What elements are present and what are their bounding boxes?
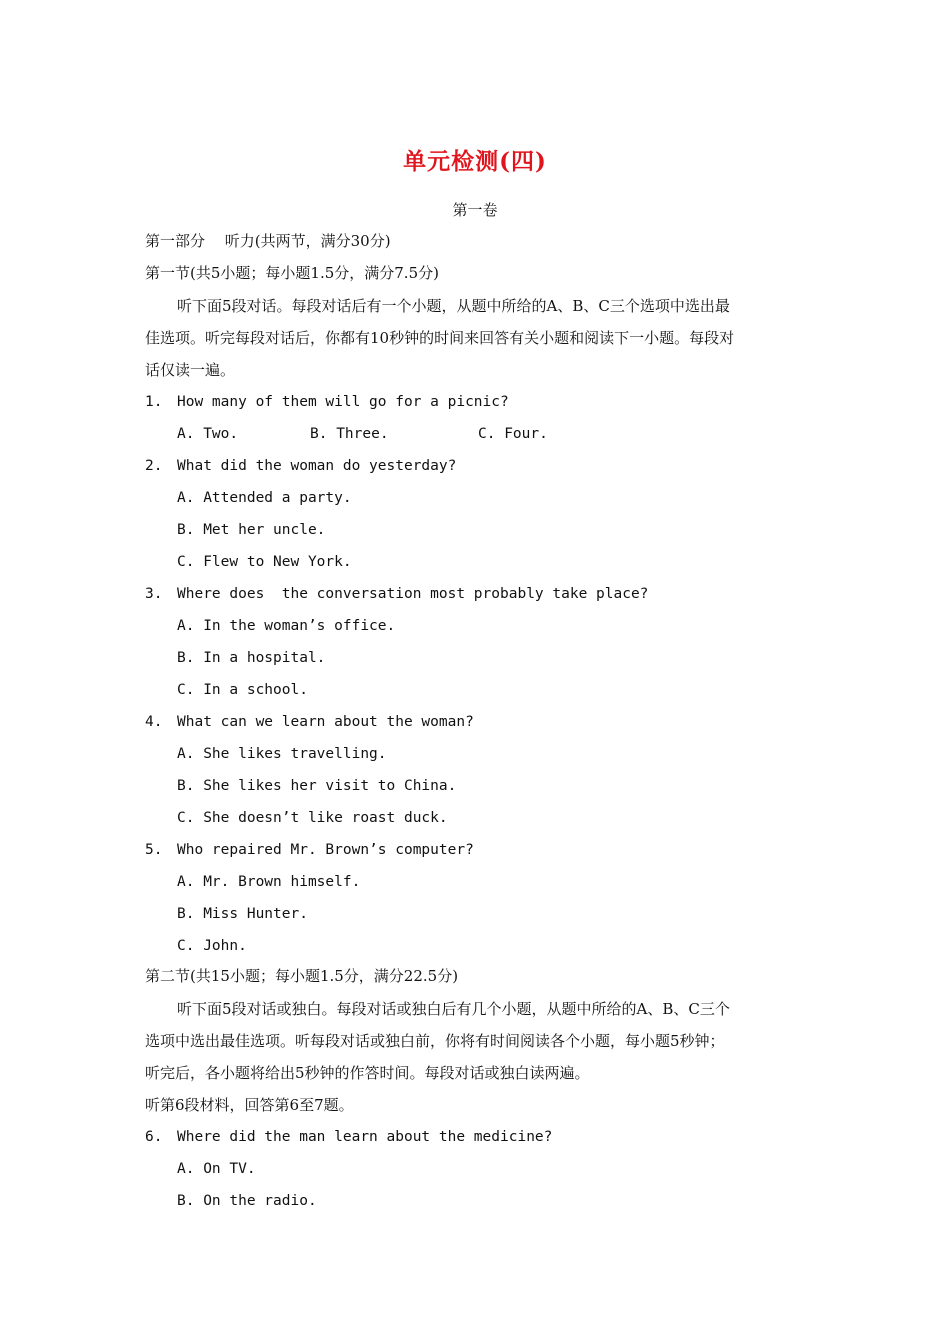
part1-heading: 第一部分 听力(共两节，满分30分) <box>145 232 391 250</box>
section2-instruction-line: 听下面5段对话或独白。每段对话或独白后有几个小题，从题中所给的A、B、C三个 <box>177 1000 730 1018</box>
page-title: 单元检测(四) <box>403 148 547 175</box>
material-note: 听第6段材料，回答第6至7题。 <box>145 1096 354 1114</box>
option: C. She doesn’t like roast duck. <box>177 810 448 826</box>
question-text: How many of them will go for a picnic? <box>177 394 509 410</box>
question-number: 5. <box>145 842 163 858</box>
option: C. John. <box>177 938 247 954</box>
volume-heading: 第一卷 <box>452 201 498 219</box>
option: B. She likes her visit to China. <box>177 778 457 794</box>
option: A. She likes travelling. <box>177 746 387 762</box>
question-number: 6. <box>145 1129 163 1145</box>
option: A. In the woman’s office. <box>177 618 396 634</box>
question-number: 2. <box>145 458 163 474</box>
question-text: What did the woman do yesterday? <box>177 458 457 474</box>
option: B. Met her uncle. <box>177 522 326 538</box>
section1-instruction-line: 话仅读一遍。 <box>145 361 236 379</box>
question-text: Where did the man learn about the medicine? <box>177 1129 553 1145</box>
option: B. Miss Hunter. <box>177 906 308 922</box>
option: A. Mr. Brown himself. <box>177 874 361 890</box>
option: A. On TV. <box>177 1161 256 1177</box>
question-number: 3. <box>145 586 163 602</box>
option: C. Four. <box>478 426 548 442</box>
option: B. In a hospital. <box>177 650 326 666</box>
question-number: 4. <box>145 714 163 730</box>
option: B. On the radio. <box>177 1193 317 1209</box>
section1-instruction-line: 听下面5段对话。每段对话后有一个小题，从题中所给的A、B、C三个选项中选出最 <box>177 297 730 315</box>
section2-instruction-line: 选项中选出最佳选项。听每段对话或独白前，你将有时间阅读各个小题，每小题5秒钟； <box>145 1032 725 1050</box>
question-number: 1. <box>145 394 163 410</box>
option: C. In a school. <box>177 682 308 698</box>
section2-instruction-line: 听完后，各小题将给出5秒钟的作答时间。每段对话或独白读两遍。 <box>145 1064 590 1082</box>
section1-instruction-line: 佳选项。听完每段对话后，你都有10秒钟的时间来回答有关小题和阅读下一小题。每段对 <box>145 329 735 347</box>
section1-heading: 第一节(共5小题；每小题1.5分，满分7.5分) <box>145 264 439 282</box>
question-text: What can we learn about the woman? <box>177 714 474 730</box>
section2-heading: 第二节(共15小题；每小题1.5分，满分22.5分) <box>145 967 459 985</box>
option: A. Two. <box>177 426 239 442</box>
option: B. Three. <box>310 426 389 442</box>
question-text: Who repaired Mr. Brown’s computer? <box>177 842 474 858</box>
question-text: Where does the conversation most probably take place? <box>177 586 649 602</box>
option: C. Flew to New York. <box>177 554 352 570</box>
option: A. Attended a party. <box>177 490 352 506</box>
